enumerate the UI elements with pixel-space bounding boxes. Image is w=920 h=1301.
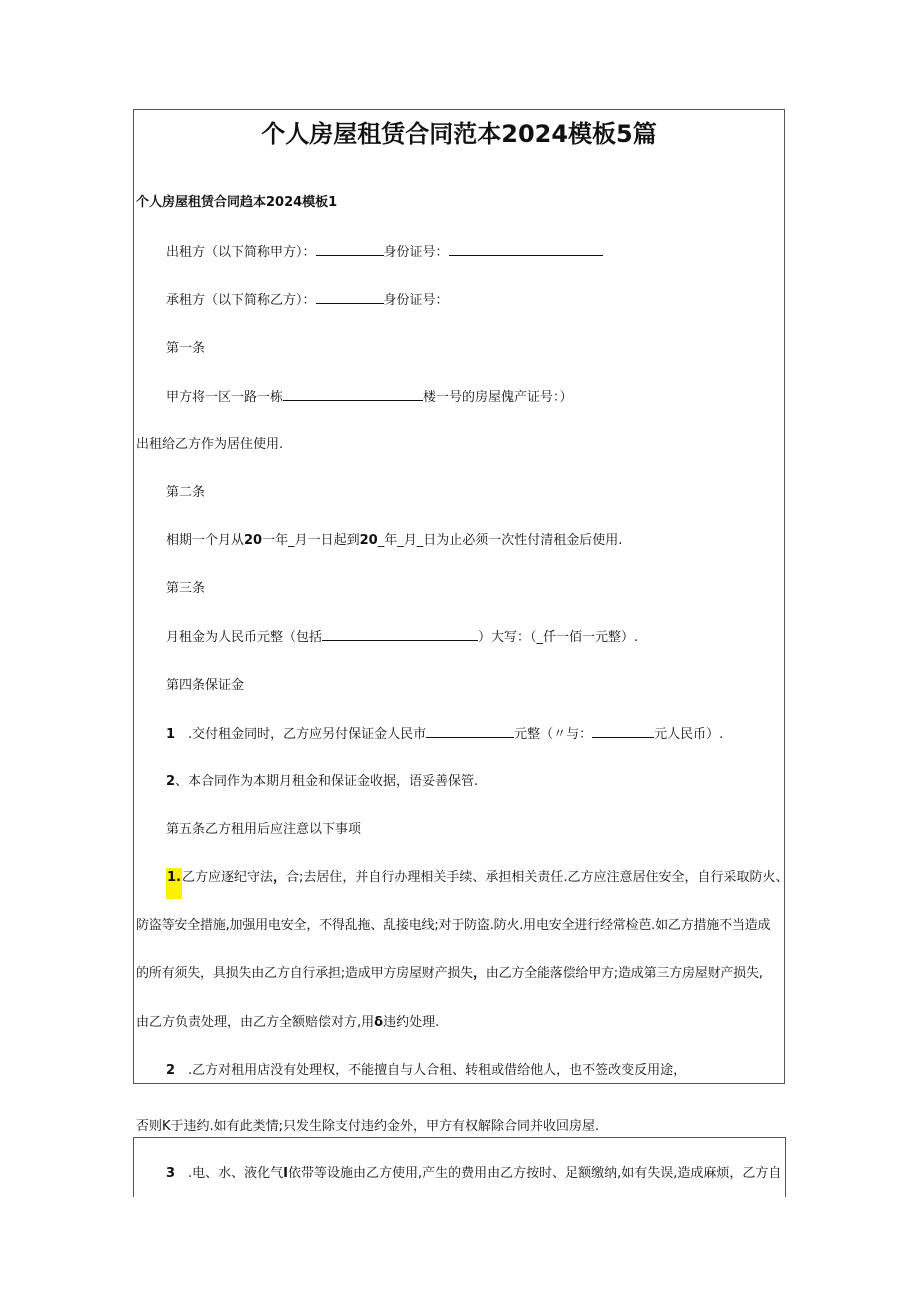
article-5-item-3-c: 依带等设施由乙方使用,产生的费用由乙方按时、足额缴纳,如有失误,造成麻烦，乙方自 xyxy=(287,1166,782,1181)
deposit-amount-blank[interactable] xyxy=(426,726,514,738)
article-5-item-1-h: 由乙方负责处理，由乙方全额赔偿对方,用 xyxy=(136,1015,375,1030)
article-5-item-1-line-4 xyxy=(136,1015,439,1031)
article-3-text xyxy=(166,629,638,646)
item-number: 2 xyxy=(166,774,176,789)
rent-included-blank[interactable] xyxy=(322,629,478,641)
article-1-text-a: 甲方将一区一路一栋 xyxy=(166,390,284,405)
deposit-words-blank[interactable] xyxy=(592,726,654,738)
lessor-name-blank[interactable] xyxy=(316,244,384,256)
article-5-item-1-e: 的所有须失，具损失由乙方自行承担;造成甲方房屋财产损失 xyxy=(136,966,473,981)
article-4-item-2-text: 、本合同作为本期月租金和保证金收据，语妥善保管. xyxy=(175,774,479,789)
article-2-text-a: 相期一个月从 xyxy=(166,533,245,548)
article-5-item-1-line-3 xyxy=(136,966,763,982)
subtitle: 个人房屋租赁合同趋本2024模板1 xyxy=(136,195,338,210)
article-2-year-b: 20 xyxy=(359,533,378,548)
article-5-item-2-cont: 否则K于违约.如有此类情;只发生除支付违约金外，甲方有权解除合同并收回房屋. xyxy=(136,1119,600,1134)
lessor-id-label: 身份证号： xyxy=(383,245,449,260)
article-1-text xyxy=(166,389,573,406)
article-5-item-3-a: .电、水、液化气 xyxy=(188,1166,284,1181)
highlighted-item-number: 1. xyxy=(166,868,182,899)
article-4-item-1-b: 元整（〃与： xyxy=(514,727,593,742)
article-2-text xyxy=(166,533,622,549)
lessee-id-label: 身份证号： xyxy=(383,293,449,308)
article-3-heading: 第三条 xyxy=(166,581,206,596)
article-4-heading: 第四条保证金 xyxy=(166,678,245,693)
item-number: 3 xyxy=(166,1166,176,1181)
building-blank[interactable] xyxy=(283,389,423,401)
article-4-item-1-c: 元人民币）. xyxy=(654,727,724,742)
article-4-item-2 xyxy=(166,774,478,790)
lessee-line xyxy=(166,292,449,309)
article-5-item-3-b: I xyxy=(283,1166,288,1181)
lessor-line xyxy=(166,244,603,261)
article-4-item-1-a: .交付租金同时，乙方应另付保证金人民市 xyxy=(188,727,427,742)
article-2-heading: 第二条 xyxy=(166,485,206,500)
lessor-label: 出租方（以下简称甲方）： xyxy=(166,245,316,260)
article-2-year-a: 20 xyxy=(244,533,263,548)
article-2-text-c: 一年_月一日起到 xyxy=(262,533,360,548)
lessor-id-blank[interactable] xyxy=(449,244,603,256)
article-1-text-b: 楼一号的房屋傀产证号：） xyxy=(423,390,573,405)
article-5-item-1-i: δ xyxy=(374,1015,384,1030)
article-1-cont: 出租给乙方作为居住使用. xyxy=(136,437,284,452)
article-5-item-1-g: 由乙方全能落偿给甲方;造成第三方房屋财产损失, xyxy=(485,966,763,981)
article-5-item-2-text: .乙方对租用店没有处理权，不能擅自与人合租、转租或借给他人，也不签改变反用途， xyxy=(188,1063,687,1078)
item-number: 1 xyxy=(166,727,176,742)
item-number: 2 xyxy=(166,1063,176,1078)
article-5-item-1-a: 乙方应逐纪守法 xyxy=(181,870,273,885)
article-5-item-3 xyxy=(166,1166,781,1182)
article-5-item-1-f: ， xyxy=(472,966,486,981)
article-5-item-1-b: ， xyxy=(273,870,287,885)
lessee-name-blank[interactable] xyxy=(316,292,384,304)
article-5-item-1-j: 违约处理. xyxy=(383,1015,440,1030)
article-1-heading: 第一条 xyxy=(166,341,206,356)
article-3-text-a: 月租金为人民币元整（包括 xyxy=(166,630,323,645)
article-3-text-b: ）大写：（_仟一佰一元整）. xyxy=(478,630,639,645)
article-2-text-e: _年_月_日为止必须一次性付清租金后使用. xyxy=(377,533,623,548)
article-5-item-1-line-1 xyxy=(166,870,789,886)
article-5-heading: 第五条乙方租用后应注意以下事项 xyxy=(166,822,362,837)
article-5-item-1-line-2: 防盗等安全措施,加强用电安全，不得乱拖、乱接电线;对于防盗.防火.用电安全进行经常检芭.如乙方措施不当造成 xyxy=(136,918,771,933)
article-4-item-1 xyxy=(166,726,723,743)
lessee-label: 承租方（以下简称乙方）： xyxy=(166,293,316,308)
article-5-item-1-c: 合;去居住，并自行办理相关手续、承担相关责任.乙方应注意居住安全，自行采取防火、 xyxy=(286,870,789,885)
document-title: 个人房屋租赁合同范本2024模板5篇 xyxy=(261,120,657,148)
article-5-item-2 xyxy=(166,1063,686,1079)
